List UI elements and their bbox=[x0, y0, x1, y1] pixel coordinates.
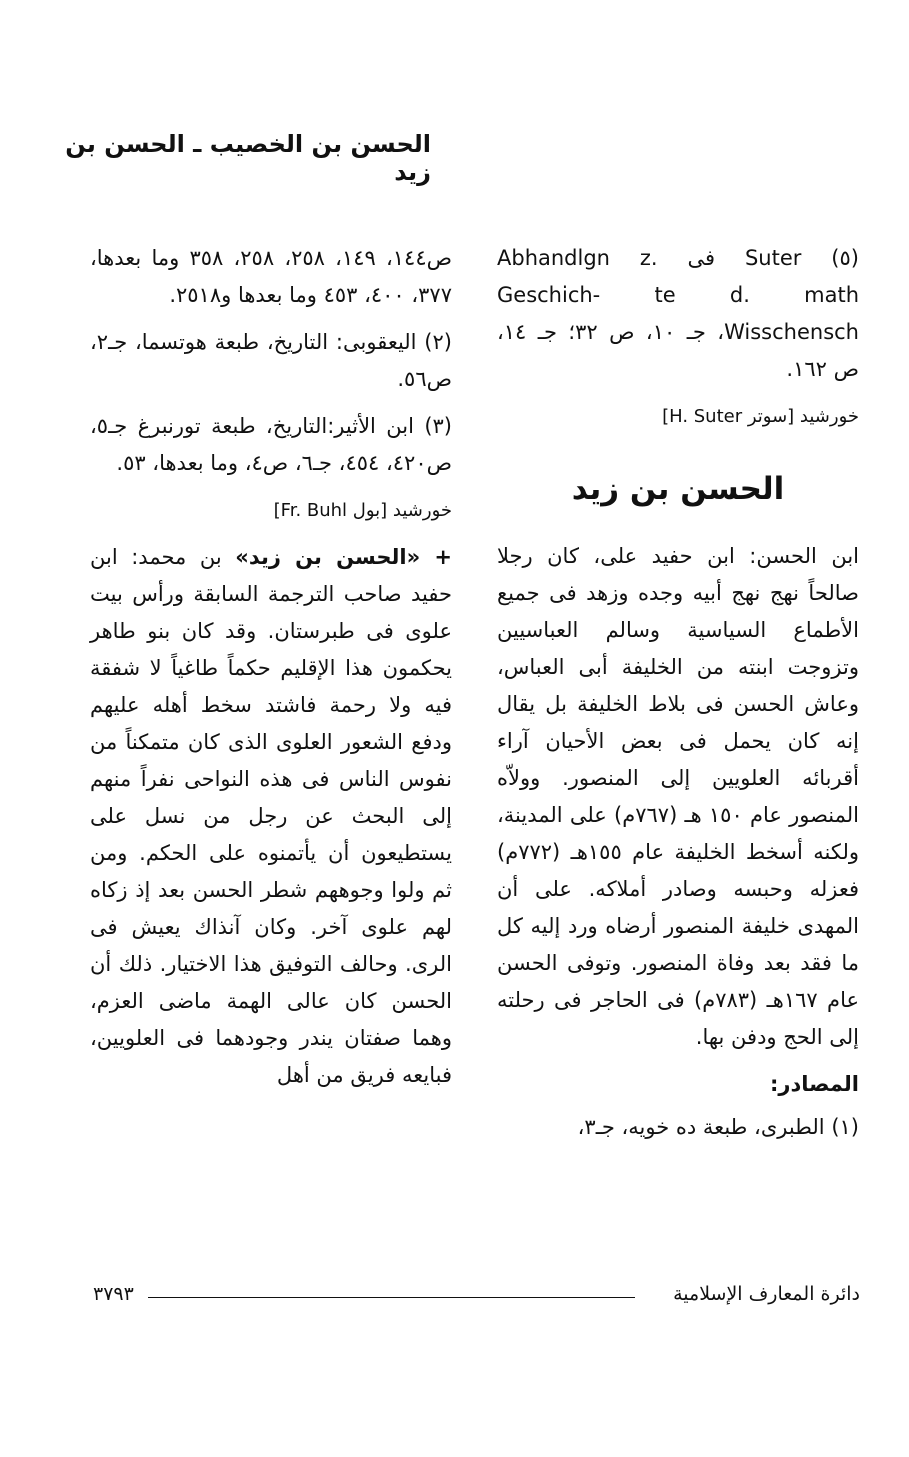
page-footer bbox=[60, 1283, 860, 1313]
reference-1: (١) الطبرى، طبعة ده خويه، جـ٣، bbox=[577, 1115, 859, 1139]
right-column bbox=[497, 240, 859, 1156]
author-signature-buhl: خورشيد [بول Fr. Buhl] bbox=[273, 500, 452, 521]
addendum-lead: + «الحسن بن زيد» bbox=[235, 545, 452, 569]
publication-name: دائرة المعارف الإسلامية bbox=[673, 1283, 860, 1305]
article-title: الحسن بن زيد bbox=[571, 471, 785, 507]
footer-rule bbox=[148, 1297, 635, 1298]
article-body: ابن الحسن: ابن حفيد على، كان رجلا صالحاً نهج نهج أبيه وجده وزهد فى جميع الأطماع السياسية وسالم العباسيين وتزوجت ابنته من الخليفة أبى العباس، وعاش الحسن فى بلاط الخليفة بل يقال إنه كان يحمل فى بعض الأحيان آراء أقربائه العلويين إلى المنصور. وولاّه المنصور عام ١٥٠ هـ (٧٦٧م) على المدينة، ولكنه أسخط الخليفة عام ١٥٥هـ (٧٧٢م) فعزله وحبسه وصادر أملاكه. على أن المهدى خليفة المنصور أرضاه ورد إليه كل ما فقد بعد وفاة المنصور. وتوفى الحسن عام ١٦٧هـ (٧٨٣م) فى الحاجر فى رحلته إلى الحج ودفن بها. bbox=[497, 544, 859, 1049]
author-signature-suter: خورشيد [سوتر H. Suter] bbox=[662, 406, 859, 427]
sources-heading: المصادر: bbox=[769, 1072, 859, 1096]
reference-3: (٣) ابن الأثير:التاريخ، طبعة تورنبرغ جـ٥، ص٤٢٠، ٤٥٤، جـ٦، ص٤، وما بعدها، ٥٣. bbox=[90, 414, 452, 475]
left-column bbox=[90, 240, 452, 1104]
reference-1-continued: ص١٤٤، ١٤٩، ٢٥٨، ٢٥٨، ٣٥٨ وما بعدها، ٣٧٧، ٤٠٠، ٤٥٣ وما بعدها و٢٥١٨. bbox=[90, 246, 452, 307]
addendum-paragraph bbox=[90, 539, 452, 1094]
addendum-text: بن محمد: ابن حفيد صاحب الترجمة السابقة ورأس بيت علوى فى طبرستان. وقد كان بنو طاهر يحكمون هذا الإقليم حكماً طاغياً لا شفقة فيه ولا رحمة فاشتد سخط أهله عليهم ودفع الشعور العلوى الذى كان متمكناً من نفوس الناس فى هذه النواحى نفراً منهم إلى البحث عن رجل من نسل على يستطيعون أن يأتمنوه على الحكم. ومن ثم ولوا وجوههم شطر الحسن بعد إذ زكاه لهم علوى آخر. وكان آنذاك يعيش فى الرى. وحالف التوفيق هذا الاختيار. ذلك أن الحسن كان عالى الهمة ماضى العزم، وهما صفتان يندر وجودهما فى العلويين، فبايعه فريق من أهل bbox=[90, 545, 452, 1087]
running-head: الحسن بن الخصيب ـ الحسن بن زيد bbox=[65, 130, 431, 186]
reference-5: (٥) Suter فى Abhandlgn z. Geschich- te d. math Wisschensch، جـ ١٠، ص ٣٢؛ جـ ١٤، ص ١٦٢. bbox=[497, 246, 859, 381]
reference-2: (٢) اليعقوبى: التاريخ، طبعة هوتسما، جـ٢، ص٥٦. bbox=[90, 330, 452, 391]
page-number: ٣٧٩٣ bbox=[93, 1283, 134, 1305]
